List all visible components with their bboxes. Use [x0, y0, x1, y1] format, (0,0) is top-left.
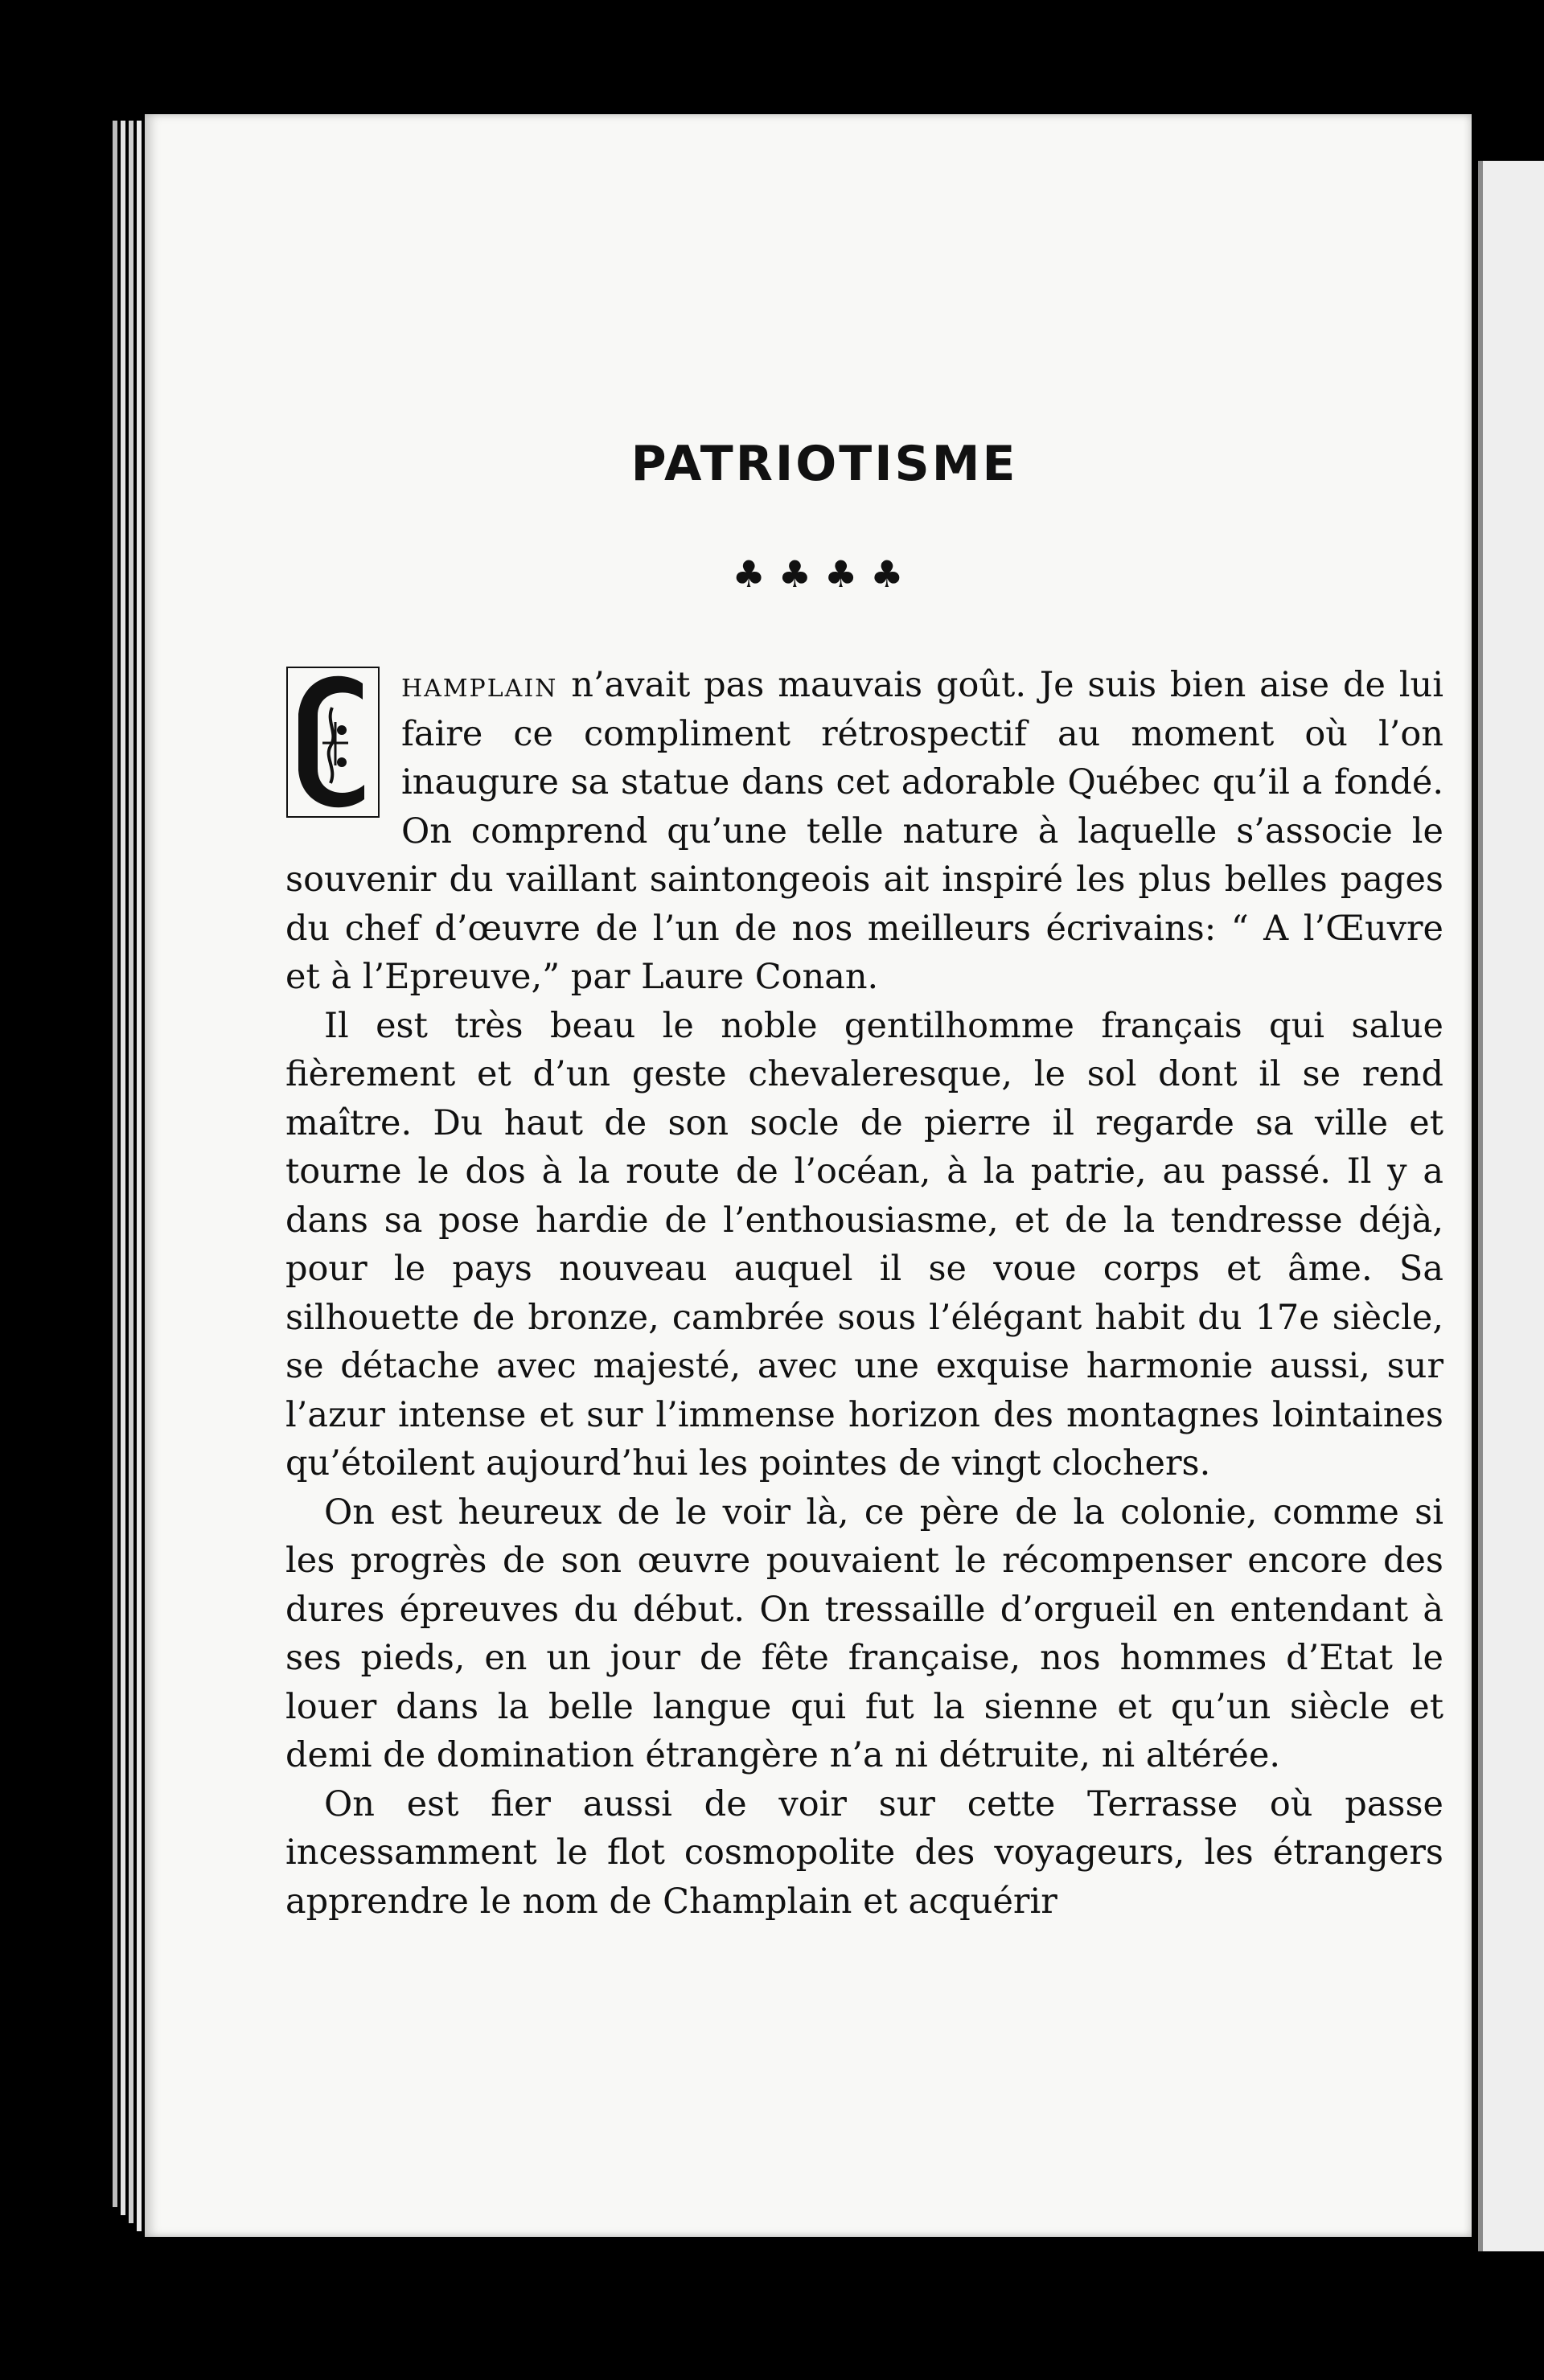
next-page-edge: [1478, 161, 1544, 2251]
body-text: [285, 661, 1443, 1926]
page-stack-edge: [121, 121, 125, 2215]
page-stack-edge: [129, 121, 133, 2223]
paragraph-1: [285, 661, 1443, 1002]
page-title: PATRIOTISME: [630, 436, 1018, 492]
page-stack-edge: [113, 121, 117, 2207]
dropcap-lead-word: hamplain: [401, 665, 558, 705]
club-ornament: ♣♣♣♣: [732, 552, 917, 596]
decorated-initial-c-icon: [285, 666, 380, 819]
page-stack-edge: [137, 121, 142, 2231]
book-page: [145, 114, 1472, 2237]
paragraph-4: On est fier aussi de voir sur cette Terrasse où passe incessamment le flot cosmopolite des voyageurs, les étrangers apprendre le nom de Champlain et acquérir: [285, 1783, 1443, 1922]
paragraph-3: On est heureux de le voir là, ce père de la colonie, comme si les progrès de son œuvre pouvaient le récompenser encore des dures épreuves du début. On tressaille d’orgueil en entendant à ses pieds, en un jour de fête française, nos hommes d’Etat le louer dans la belle langue qui fut la sienne et qu’un siècle et demi de domination étrangère n’a ni détruite, ni altérée.: [285, 1492, 1443, 1775]
paragraph-1-text: n’avait pas mauvais goût. Je suis bien aise de lui faire ce compliment rétrospectif au moment où l’on inaugure sa statue dans cet adorable Québec qu’il a fondé. On comprend qu’une telle nature à laquelle s’associe le souvenir du vaillant saintongeois ait inspiré les plus belles pages du chef d’œuvre de l’un de nos meilleurs écrivains: “ A l’Œuvre et à l’Epreuve,” par Laure Conan.: [285, 665, 1443, 997]
paragraph-2: Il est très beau le noble gentilhomme français qui salue fièrement et d’un geste chevaleresque, le sol dont il se rend maître. Du haut de son socle de pierre il regarde sa ville et tourne le dos à la route de l’océan, à la patrie, au passé. Il y a dans sa pose hardie de l’enthousiasme, et de la tendresse déjà, pour le pays nouveau auquel il se voue corps et âme. Sa silhouette de bronze, cambrée sous l’élégant habit du 17e siècle, se détache avec majesté, avec une exquise harmonie aussi, sur l’azur intense et sur l’immense horizon des montagnes lointaines qu’étoilent aujourd’hui les pointes de vingt clochers.: [285, 1005, 1443, 1483]
